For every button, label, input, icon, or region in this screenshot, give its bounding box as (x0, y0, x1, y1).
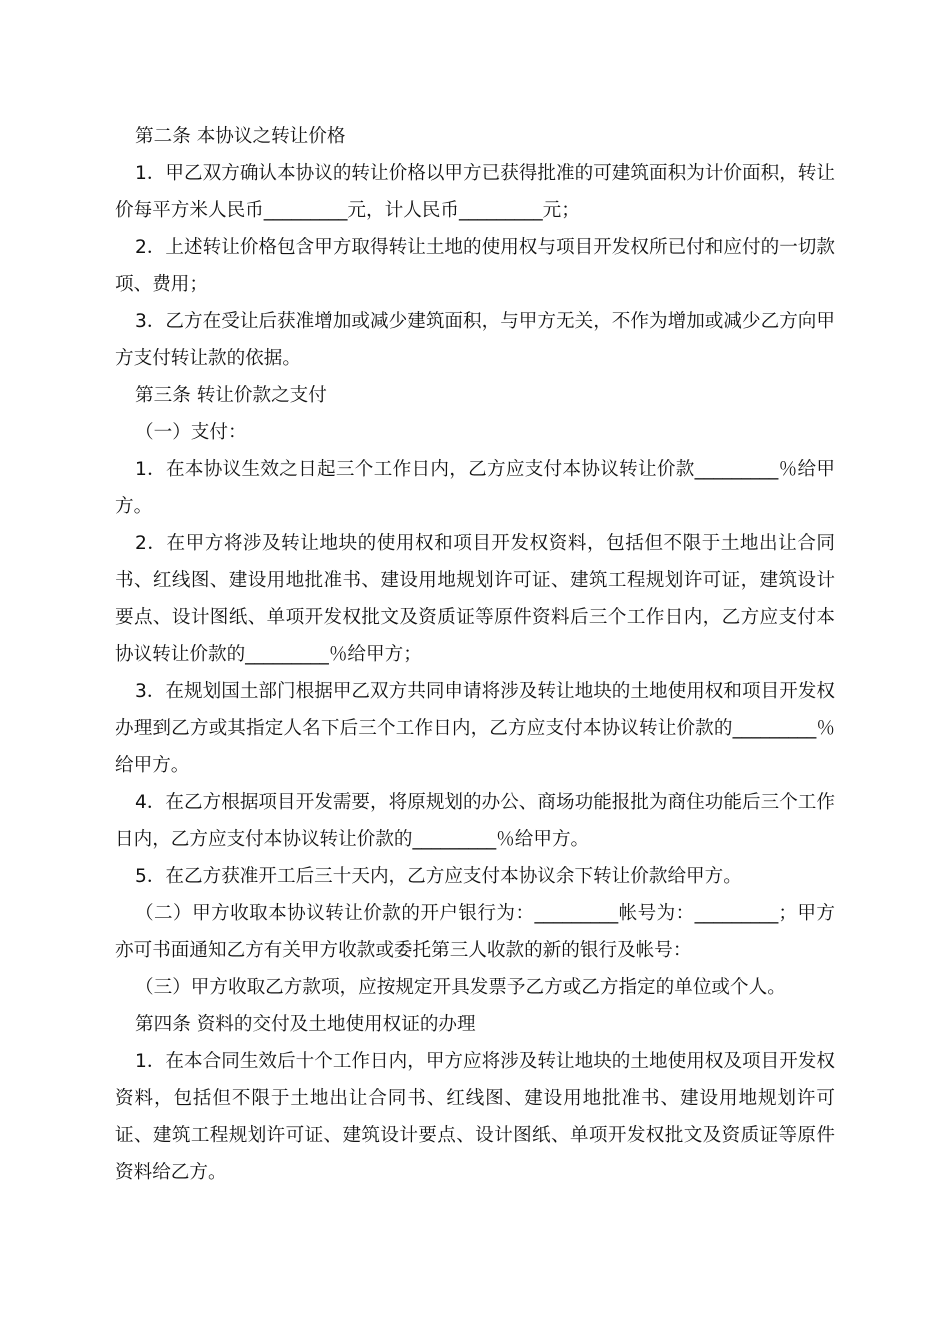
article-3-heading: 第三条 转让价款之支付 (135, 385, 327, 406)
article-2-clause-1: 1．甲乙双方确认本协议的转让价格以甲方已获得批准的可建筑面积为计价面积，转让价每平方米人民币_________元，计人民币_________元； (115, 163, 835, 221)
article-3-clause-4: 4．在乙方根据项目开发需要，将原规划的办公、商场功能报批为商住功能后三个工作日内，乙方应支付本协议转让价款的_________％给甲方。 (115, 792, 835, 850)
article-3-section-2: （二）甲方收取本协议转让价款的开户银行为：_________帐号为：_________；甲方亦可书面通知乙方有关甲方收款或委托第三人收款的新的银行及帐号： (115, 903, 835, 961)
article-3-clause-1: 1．在本协议生效之日起三个工作日内，乙方应支付本协议转让价款_________％给甲方。 (115, 459, 835, 517)
article-4-clause-1: 1．在本合同生效后十个工作日内，甲方应将涉及转让地块的土地使用权及项目开发权资料，包括但不限于土地出让合同书、红线图、建设用地批准书、建设用地规划许可证、建筑工程规划许可证、建筑设计要点、设计图纸、单项开发权批文及资质证等原件资料给乙方。 (115, 1051, 835, 1183)
document-body (115, 118, 835, 1191)
article-2-clause-3: 3．乙方在受让后获准增加或减少建筑面积，与甲方无关，不作为增加或减少乙方向甲方支付转让款的依据。 (115, 311, 835, 369)
article-2-clause-2: 2．上述转让价格包含甲方取得转让土地的使用权与项目开发权所已付和应付的一切款项、费用； (115, 237, 835, 295)
article-4-heading: 第四条 资料的交付及土地使用权证的办理 (135, 1014, 476, 1035)
article-3-section-3: （三）甲方收取乙方款项，应按规定开具发票予乙方或乙方指定的单位或个人。 (135, 977, 786, 998)
article-3-clause-5: 5．在乙方获准开工后三十天内，乙方应支付本协议余下转让价款给甲方。 (135, 866, 742, 887)
article-2-heading: 第二条 本协议之转让价格 (135, 126, 346, 147)
article-3-section-1-heading: （一）支付： (135, 422, 247, 443)
article-3-clause-3: 3．在规划国土部门根据甲乙双方共同申请将涉及转让地块的土地使用权和项目开发权办理到乙方或其指定人名下后三个工作日内，乙方应支付本协议转让价款的_________％给甲方。 (115, 681, 835, 776)
article-3-clause-2: 2．在甲方将涉及转让地块的使用权和项目开发权资料，包括但不限于土地出让合同书、红线图、建设用地批准书、建设用地规划许可证、建筑工程规划许可证，建筑设计要点、设计图纸、单项开发权批文及资质证等原件资料后三个工作日内，乙方应支付本协议转让价款的_________％给甲方； (115, 533, 835, 665)
